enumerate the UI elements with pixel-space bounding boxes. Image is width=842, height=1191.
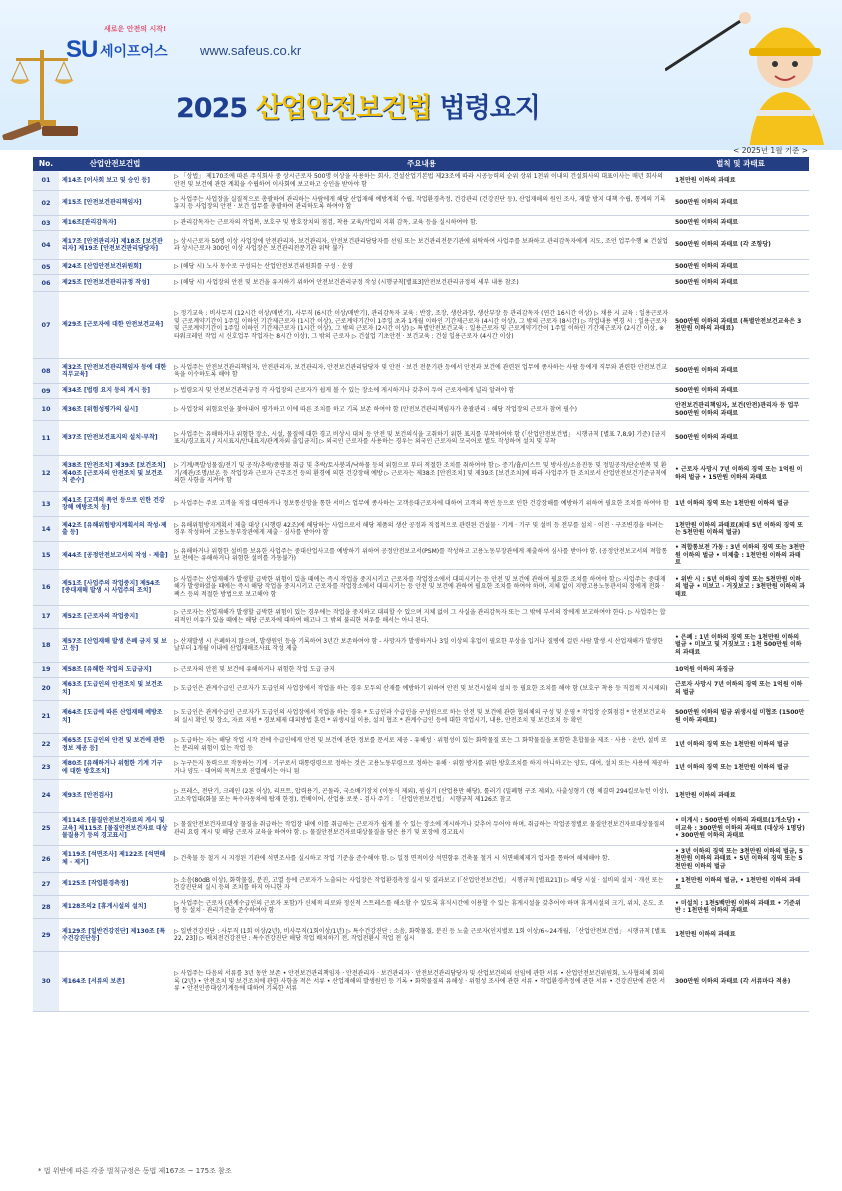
penalty-text: • 적합통보전 가동 : 3년 이하의 징역 또는 3천만원 이하의 벌금 • 미제출 : 1천만원 이하의 과태료 [672, 542, 809, 570]
law-content: ▷ 일반건강진단 : 사무직 (1회 이상/2년), 비사무직(1회이상/1년) ▷ 특수건강진단 : 소음, 화학물질, 분진 등 노출 근로자(인지별로 1회 이상/6~24개월, 「산업안전보건법」 시행규칙 [별표 22, 23]) ▷ 배치전건강진단 : 특수건강진단 해당 작업 배치하기 전, 작업전환시 작업 전 실시 [171, 919, 672, 952]
row-number: 16 [33, 569, 59, 605]
row-number: 23 [33, 756, 59, 779]
law-article: 제34조 [법령 요지 등의 게시 등] [59, 384, 171, 399]
row-number: 13 [33, 492, 59, 517]
penalty-text: 1천만원 이하의 과태료(최대 5년 이하의 징역 또는 5천만원 이하의 벌금) [672, 517, 809, 542]
row-number: 28 [33, 896, 59, 919]
law-article: 제63조 [도급인의 안전조치 및 보건조치] [59, 677, 171, 700]
row-number: 20 [33, 677, 59, 700]
column-header-law: 산업안전보건법 [59, 157, 171, 171]
penalty-text: 1년 이하의 징역 또는 1천만원 이하의 벌금 [672, 492, 809, 517]
law-article: 제37조 [안전보건표지의 설치·부착] [59, 421, 171, 456]
row-number: 27 [33, 873, 59, 896]
law-article: 제58조 [유해한 작업의 도급금지] [59, 662, 171, 677]
table-row [33, 517, 809, 542]
law-content: ▷ 근로자는 산업재해가 발생할 급박한 위험이 있는 경우에는 작업을 중지하고 대피할 수 있으며 지체 없이 그 사실을 관리감독자 또는 그 밖에 부서의 장에게 보고하여야 한다. ▷ 사업주는 합리적인 이유가 있을 때에는 해당 근로자에 대하여 해고나 그 밖의 불리한 처우를 해서는 아니 된다. [171, 605, 672, 628]
law-content: ▷ 프레스, 전단기, 크레인 (2톤 이상), 리프트, 압력용기, 곤돌라, 국소배기장치 (이동식 제외), 원심기 (산업용만 해당), 롤러기 (밀폐형 구조 제외), 사출성형기 (형 체결력 294킬로뉴턴 이상), 고소작업대(화물 또는 특수자동차에 탑재 한정), 컨베이어, 산업용 로봇 - 검사 주기 : 「산업안전보건법」 시행규칙 제126조 참고 [171, 779, 672, 812]
law-content: ▷ 산재발생 시 은폐하지 않으며, 발생원인 등을 기록하여 3년간 보존하여야 함 - 사망자가 발생하거나 3일 이상의 휴업이 필요한 부상을 입거나 질병에 걸린 사람 발생 시 산업재해가 발생한 날부터 1개월 이내에 산업재해조사표 작성 제출 [171, 628, 672, 662]
law-article: 제15조 [안전보건관리책임자] [59, 191, 171, 216]
table-row [33, 542, 809, 570]
law-content: ▷ 사업주는 주로 고객을 직접 대면하거나 정보통신망을 통한 서비스 업무에 종사하는 고객응대근로자에 대하여 고객의 폭언 등으로 인한 건강장해를 예방하기 위하여 필요한 조치를 하여야 함 [171, 492, 672, 517]
table-row [33, 919, 809, 952]
table-row [33, 399, 809, 421]
law-article: 제64조 [도급에 따른 산업재해 예방조치] [59, 700, 171, 733]
law-article: 제93조 [안전검사] [59, 779, 171, 812]
row-number: 12 [33, 456, 59, 492]
law-content: ▷ 유해하거나 위험한 설비를 보유한 사업주는 중대산업사고를 예방하기 위하여 공정안전보고서(PSM)를 작성하고 고용노동부장관에게 제출하여 심사를 받아야 함. (공정안전보고서의 적합통보 전에는 유해하거나 위험한 설비를 가동불가) [171, 542, 672, 570]
law-article: 제52조 [근로자의 작업중지] [59, 605, 171, 628]
table-row [33, 171, 809, 191]
row-number: 08 [33, 359, 59, 384]
law-content: ▷ 사업주는 안전보건관리책임자, 안전관리자, 보건관리자, 안전보건관리담당자 및 안전 · 보건 전문기관 등에서 안전과 보건에 관련된 업무에 종사하는 사람 등에게 직무와 관련한 안전보건교육을 이수하도록 해야 함 [171, 359, 672, 384]
law-content: ▷ 도급인은 관계수급인 근로자가 도급인의 사업장에서 작업을 하는 경우 * 도급인과 수급인을 구성원으로 하는 안전 및 보건에 관한 협의체의 구성 및 운영 * 작업장 순회점검 * 안전보건교육의 실시 확인 및 장소, 자료 지원 * 경보체제 대피방법 훈련 * 위생시설 이용, 설치 협조 * 관계수급인 등에 대한 작업시기, 내용, 안전조치 및 보건조치 등 확인 [171, 700, 672, 733]
law-content: ▷ 건축물 등 철거 시 지정된 기관에 석면조사를 실시하고 작업 기준을 준수해야 함. ▷ 일정 면적이상 석면함유 건축물 철거 시 석면해체제거 업자를 통하여 해체해야 함. [171, 845, 672, 873]
penalty-text: 10억원 이하의 과징금 [672, 662, 809, 677]
penalty-text: 안전보건관리책임자, 보건(안전)관리자 등 업무 500만원 이하의 과태료 [672, 399, 809, 421]
header-banner [0, 0, 842, 150]
table-header-row [33, 157, 809, 171]
row-number: 25 [33, 812, 59, 845]
penalty-text: • 미설치 : 1천5백만원 이하의 과태료 • 기준위반 : 1천만원 이하의 과태료 [672, 896, 809, 919]
table-row [33, 873, 809, 896]
law-content: ▷ 상시근로자 50명 이상 사업장에 안전관리자, 보건관리자, 안전보건관리담당자를 선임 또는 보건관리전문기관에 위탁하여 사업주를 보좌하고 관리감독자에게 지도, 조언 업무수행 ※ 건설업과 상시근로자 300인 이상 사업장은 보건관리전문기관 위탁 불가 [171, 231, 672, 260]
table-row [33, 421, 809, 456]
table-row [33, 292, 809, 359]
table-row [33, 733, 809, 756]
law-content: ▷ 유해위험방지계획서 제출 대상 (시행령 42조)에 해당하는 사업으로서 해당 제품의 생산 공정과 직접적으로 관련된 건설물 · 기계 · 기구 및 설비 등 전부를 설치 · 이전 · 구조변경을 하려는 경우 작성하여 고용노동부장관에게 제출 · 심사를 받아야 함 [171, 517, 672, 542]
table-row [33, 231, 809, 260]
law-content: ▷ 사업주는 사업장을 실질적으로 총괄하여 관리하는 사람에게 해당 산업재해 예방계획 수립, 작업환경측정, 건강관리 (건강진단 등), 산업재해의 원인 조사, 재발 방지 대책 수립, 통계의 기록 유지 등 사업장의 안전 · 보건 업무를 총괄하여 관리하도록 하여야 함 [171, 191, 672, 216]
law-content: ▷ (해당 시) 노사 동수로 구성되는 산업안전보건위원회를 구성 · 운영 [171, 260, 672, 275]
row-number: 10 [33, 399, 59, 421]
footer-note: * 법 위반에 따른 각종 벌칙규정은 동법 제167조 ~ 175조 참조 [38, 1167, 232, 1175]
table-row [33, 779, 809, 812]
penalty-text: 500만원 이하의 과태료 [672, 191, 809, 216]
law-summary-table [33, 157, 809, 1012]
penalty-text: • 3년 이하의 징역 또는 3천만원 이하의 벌금, 5천만원 이하의 과태료 • 5년 이하의 징역 또는 5천만원 이하의 벌금 [672, 845, 809, 873]
logo-tagline: 새로운 안전의 시작! [104, 25, 167, 33]
column-header-content: 주요내용 [171, 157, 672, 171]
law-article: 제41조 [고객의 폭언 등으로 인한 건강장해 예방조치 등] [59, 492, 171, 517]
penalty-text: 500만원 이하의 과태료 [672, 216, 809, 231]
table-row [33, 677, 809, 700]
penalty-text: 1천만원 이하의 과태료 [672, 779, 809, 812]
table-row [33, 191, 809, 216]
column-header-no: No. [33, 157, 59, 171]
penalty-text [672, 605, 809, 628]
table-row [33, 569, 809, 605]
law-article: 제16조[관리감독자] [59, 216, 171, 231]
law-article: 제128조의2 [휴게시설의 설치] [59, 896, 171, 919]
safety-worker-icon [665, 0, 842, 145]
law-content: ▷ 물질안전보건자료대상 물질을 취급하는 작업장 내에 이를 취급하는 근로자가 쉽게 볼 수 있는 장소에 게시하거나 갖추어 두어야 하며, 취급하는 작업공정별로 물질안전보건자료대상물질의 관리 요령 게시 및 해당 근로자 교육을 하여야 함. ▷ 물질안전보건자료대상물질을 담은 용기 및 포장에 경고표시 [171, 812, 672, 845]
law-article: 제32조 [안전보건관리책임자 등에 대한 직무교육] [59, 359, 171, 384]
penalty-text: 1년 이하의 징역 또는 1천만원 이하의 벌금 [672, 733, 809, 756]
title-year: 2025 [176, 93, 248, 124]
law-article: 제51조 [사업주의 작업중지] 제54조 [중대재해 발생 시 사업주의 조치] [59, 569, 171, 605]
law-content: ▷ 정기교육 : 비사무직 (12시간 이상/매반기), 사무직 (6시간 이상/매반기), 관리감독자 교육 : 반장, 조장, 생산과장, 생산부장 등 관리감독자 (연간 16시간 이상) ▷ 채용 시 교육 : 일용근로자 및 근로계약기간이 1주일 이하인 기간제근로자 (1시간 이상), 근로계약기간이 1주일 초과 1개월 이하인 기간제근로자 (4시간 이상), 그 밖의 근로자 (8시간) ▷ 작업내용 변경 시 : 일용근로자 및 근로계약기간이 1주일 이하인 기간제근로자 (1시간 이상), 그 밖의 근로자 (2시간 이상) ▷ 특별안전보건교육 : 일용근로자 및 근로계약기간이 1주일 이하인 기간제근로자 (2시간 이상, ※ 타워크레인 작업 시 신호업무 작업자는 8시간 이상), 그 밖의 근로자 ▷ 건설업 기초안전 · 보건교육 : 건설 일용근로자 (4시간 이상) [171, 292, 672, 359]
table-row [33, 605, 809, 628]
law-article: 제80조 [유해하거나 위험한 기계 기구에 대한 방호조치] [59, 756, 171, 779]
row-number: 29 [33, 919, 59, 952]
penalty-text: 1천만원 이하의 과태료 [672, 171, 809, 191]
table-row [33, 216, 809, 231]
row-number: 14 [33, 517, 59, 542]
row-number: 22 [33, 733, 59, 756]
table-row [33, 260, 809, 275]
penalty-text: 500만원 이하의 과태료 [672, 359, 809, 384]
law-content: ▷ 소음(80dB 이상), 화학물질, 분진, 고열 등에 근로자가 노출되는 사업장은 작업환경측정 실시 및 결과보고 (「산업안전보건법」 시행규칙 [별표21]) ▷ 해당 시설 · 설비의 설치 · 개선 또는 건강진단의 실시 등의 조치를 하지 아니한 자 [171, 873, 672, 896]
law-article: 제65조 [도급인의 안전 및 보건에 관한 정보 제공 등] [59, 733, 171, 756]
row-number: 17 [33, 605, 59, 628]
row-number: 15 [33, 542, 59, 570]
law-article: 제129조 [일반건강진단] 제130조 [특수건강진단등] [59, 919, 171, 952]
law-content: ▷ (해당 시) 사업장의 안전 및 보건을 유지하기 위하여 안전보건관리규정 작성 (시행규칙[별표3]안전보건관리규정의 세부 내용 참조) [171, 275, 672, 292]
penalty-text: • 미게시 : 500만원 이하의 과태료(1개소당) • 미교육 : 300만원 이하의 과태료 (대상자 1명당) • 300만원 이하의 과태료 [672, 812, 809, 845]
law-content: ▷ 도급인은 관계수급인 근로자가 도급인의 사업장에서 작업을 하는 경우 모두의 산재를 예방하기 위하여 안전 및 보건시설의 설치 등 필요한 조치를 해야 함 (보호구 착용 등 직접적 지시제외) [171, 677, 672, 700]
law-article: 제42조 [유해위험방지계획서의 작성·제출 등] [59, 517, 171, 542]
page-title [176, 86, 540, 125]
law-article: 제38조 [안전조치] 제39조 [보건조치] 제40조 [근로자의 안전조치 및 보건조치 준수] [59, 456, 171, 492]
law-article: 제25조 [안전보건관리규정 작성] [59, 275, 171, 292]
law-article: 제125조 [작업환경측정] [59, 873, 171, 896]
penalty-text: 500만원 이하의 과태료 [672, 384, 809, 399]
row-number: 30 [33, 952, 59, 1012]
penalty-text: • 근로자 사망시 7년 이하의 징역 또는 1억원 이하의 벌금 • 15만원 이하의 과태료 [672, 456, 809, 492]
penalty-text: • 위반 시 : 5년 이하의 징역 또는 5천만원 이하의 벌금 • 미보고 · 거짓보고 : 3천만원 이하의 과태료 [672, 569, 809, 605]
table-row [33, 359, 809, 384]
row-number: 01 [33, 171, 59, 191]
law-content: ▷ 사업장의 위험요인을 찾아내어 평가하고 이에 따른 조치를 하고 기록 보존 하여야 함 (안전보건관리책임자가 총괄관리 : 해당 작업장의 근로자 참여 필수) [171, 399, 672, 421]
row-number: 19 [33, 662, 59, 677]
row-number: 21 [33, 700, 59, 733]
row-number: 09 [33, 384, 59, 399]
row-number: 06 [33, 275, 59, 292]
row-number: 11 [33, 421, 59, 456]
table-row [33, 275, 809, 292]
penalty-text: 500만원 이하의 과태료 [672, 421, 809, 456]
row-number: 03 [33, 216, 59, 231]
row-number: 04 [33, 231, 59, 260]
law-content: ▷ 법령요지 및 안전보건관리규정 각 사업장의 근로자가 쉽게 볼 수 있는 장소에 게시하거나 갖추어 두어 근로자에게 널리 알려야 함 [171, 384, 672, 399]
column-header-penalty: 벌칙 및 과태료 [672, 157, 809, 171]
table-row [33, 492, 809, 517]
law-content: ▷ 사업주는 산업재해가 발생할 급박한 위험이 있을 때에는 즉시 작업을 중지시키고 근로자를 작업장소에서 대피시키는 등 안전 및 보건에 관하여 필요한 조치를 하여야 함 ▷ 사업주는 중대재해가 발생하였을 때에는 즉시 해당 작업을 중지시키고 근로자를 작업장소에서 대피시키는 등 안전 및 보건에 관하여 필요한 조치를 하여야 하며, 지체 없이 지방고용노동관서의 장에게 전화 · 팩스 등의 적절한 방법으로 보고해야 함 [171, 569, 672, 605]
law-content: ▷ 도급하는 자는 해당 작업 시작 전에 수급인에게 안전 및 보건에 관한 정보를 문서로 제공 - 유해성 · 위험성이 있는 화학물질 또는 그 화학물질을 포함한 혼합물을 제조 · 사용 · 운반, 설비 또는 분리의 위험이 있는 작업 등 [171, 733, 672, 756]
law-article: 제57조 [산업재해 발생 은폐 금지 및 보고 등] [59, 628, 171, 662]
law-article: 제14조 [이사회 보고 및 승인 등] [59, 171, 171, 191]
penalty-text: 500만원 이하의 벌금 위생시설 미협조 (1500만원 이하 과태료) [672, 700, 809, 733]
law-content: ▷ 「상법」 제170조에 따른 주식회사 중 상시근로자 500명 이상을 사용하는 회사, 건설산업기본법 제23조에 따라 시공능력의 순위 상위 1천위 이내의 건설회사의 대표이사는 매년 회사의 안전 및 보건에 관한 계획을 수립하여 이사회에 보고하고 승인을 받아야 함 [171, 171, 672, 191]
row-number: 05 [33, 260, 59, 275]
table-row [33, 662, 809, 677]
website-url[interactable]: www.safeus.co.kr [200, 43, 302, 58]
law-article: 제36조 [위험성평가의 실시] [59, 399, 171, 421]
law-article: 제44조 [공정안전보고서의 작성 · 제출] [59, 542, 171, 570]
law-content: ▷ 사업주는 유해하거나 위험한 장소, 시설, 물질에 대한 경고 비상시 대처 등 안전 및 보건의식을 고취하기 위한 표지를 부착하여야 함 (「산업안전보건법」 시행규칙 [별표 7,8,9] 기준) [금지표지/경고표지 / 지시표지/안내표지/관계자외 출입금지] ▷ 외국인 근로자를 사용하는 경우는 외국인 근로자의 모국어로 별도 작성하여 설치 및 부착 [171, 421, 672, 456]
law-article: 제24조 [산업안전보건위원회] [59, 260, 171, 275]
law-content: ▷ 근로자의 안전 및 보건에 유해하거나 위험한 작업 도급 금지 [171, 662, 672, 677]
law-article: 제29조 [근로자에 대한 안전보건교육] [59, 292, 171, 359]
penalty-text: 500만원 이하의 과태료 [672, 275, 809, 292]
logo-name: 세이프어스 [100, 44, 168, 60]
penalty-text: 1천만원 이하의 과태료 [672, 919, 809, 952]
penalty-text: 300만원 이하의 과태료 (각 서류마다 적용) [672, 952, 809, 1012]
law-content: ▷ 관리감독자는 근로자의 작업복, 보호구 및 방호장치의 점검, 착용 교육/작업의 지휘 감독, 교육 등을 실시하여야 함. [171, 216, 672, 231]
law-content: ▷ 누구든지 동력으로 작동하는 기계 · 기구로서 대통령령으로 정하는 것은 고용노동부령으로 정하는 유해 · 위험 방지를 위한 방호조치를 하지 아니하고는 양도, 대여, 설치 또는 사용에 제공하거나 양도 · 대여의 목적으로 진열해서는 아니 됨 [171, 756, 672, 779]
row-number: 02 [33, 191, 59, 216]
table-row [33, 628, 809, 662]
penalty-text: 500만원 이하의 과태료 (특별안전보건교육은 3천만원 이하의 과태료) [672, 292, 809, 359]
penalty-text: 1년 이하의 징역 또는 1천만원 이하의 벌금 [672, 756, 809, 779]
table-row [33, 812, 809, 845]
law-article: 제164조 [서류의 보존] [59, 952, 171, 1012]
date-note: < 2025년 1월 기준 > [733, 146, 808, 155]
table-row [33, 896, 809, 919]
table-row [33, 952, 809, 1012]
penalty-text: • 1천만원 이하의 벌금, • 1천만원 이하의 과태료 [672, 873, 809, 896]
row-number: 18 [33, 628, 59, 662]
law-article: 제17조 [안전관리자] 제18조 [보건관리자] 제19조 [안전보건관리담당자] [59, 231, 171, 260]
law-article: 제114조 [물질안전보건자료의 게시 및 교육] 제115조 [물질안전보건자료 대상물질용기 등의 경고표시] [59, 812, 171, 845]
penalty-text: 근로자 사망시 7년 이하의 징역 또는 1억원 이하의 벌금 [672, 677, 809, 700]
row-number: 07 [33, 292, 59, 359]
penalty-text: 500만원 이하의 과태료 [672, 260, 809, 275]
penalty-text: 500만원 이하의 과태료 (각 조항당) [672, 231, 809, 260]
row-number: 24 [33, 779, 59, 812]
table-row [33, 700, 809, 733]
table-row [33, 756, 809, 779]
table-row [33, 384, 809, 399]
law-content: ▷ 사업주는 근로자 (관계수급인의 근로자 포함)가 신체적 피로와 정신적 스트레스를 해소할 수 있도록 휴식시간에 이용할 수 있는 휴게시설을 갖추어야 하며 휴게시설의 크기, 위치, 온도, 조명 등 설치 · 관리기준을 준수하여야 함 [171, 896, 672, 919]
row-number: 26 [33, 845, 59, 873]
law-content: ▷ 사업주는 다음의 서류를 3년 동안 보존 • 안전보건관리책임자 · 안전관리자 · 보건관리자 · 안전보건관리담당자 및 산업보건의의 선임에 관한 서류 • 산업안전보건위원회, 노사협의체 회의록 (2년) • 안전조치 및 보건조치에 관한 사항을 적은 서류 • 산업재해의 발생원인 등 기록 • 화학물질의 유해성 · 위험성 조사에 관한 서류 • 작업환경측정에 관한 서류 • 건강진단에 관한 서류 • 안전인증대상기계등에 대하여 기록한 서류 [171, 952, 672, 1012]
table-row [33, 845, 809, 873]
title-highlight: 산업안전보건법 [255, 93, 432, 124]
table-row [33, 456, 809, 492]
penalty-text: • 은폐 : 1년 이하의 징역 또는 1천만원 이하의 벌금 • 미보고 및 거짓보고 : 1천 500만원 이하의 과태료 [672, 628, 809, 662]
law-article: 제119조 [석면조사] 제122조 [석면해체 · 제거] [59, 845, 171, 873]
title-rest: 법령요지 [439, 93, 540, 124]
logo-mark: SU [66, 36, 98, 63]
law-content: ▷ 기계/폭발성물질/전기 및 공작/추락/중량물 취급 및 추락/토사붕괴/낙하물 등의 위험으로 부터 적절한 조치를 취하여야 함 ▷ 증기/흄/미스트 및 방사선/소음진동 및 정밀공작/단순반복 및 환기/재관/조명/보온 등 작업장과 근로자 근무조건 등의 환경에 의한 건강장해 예방 ▷ 근로자는 제38조 [안전조치] 및 제39조 [보건조치]에 따라 사업주가 한 조치로서 산업안전보건기준규칙에 의한 사항을 지켜야 함 [171, 456, 672, 492]
